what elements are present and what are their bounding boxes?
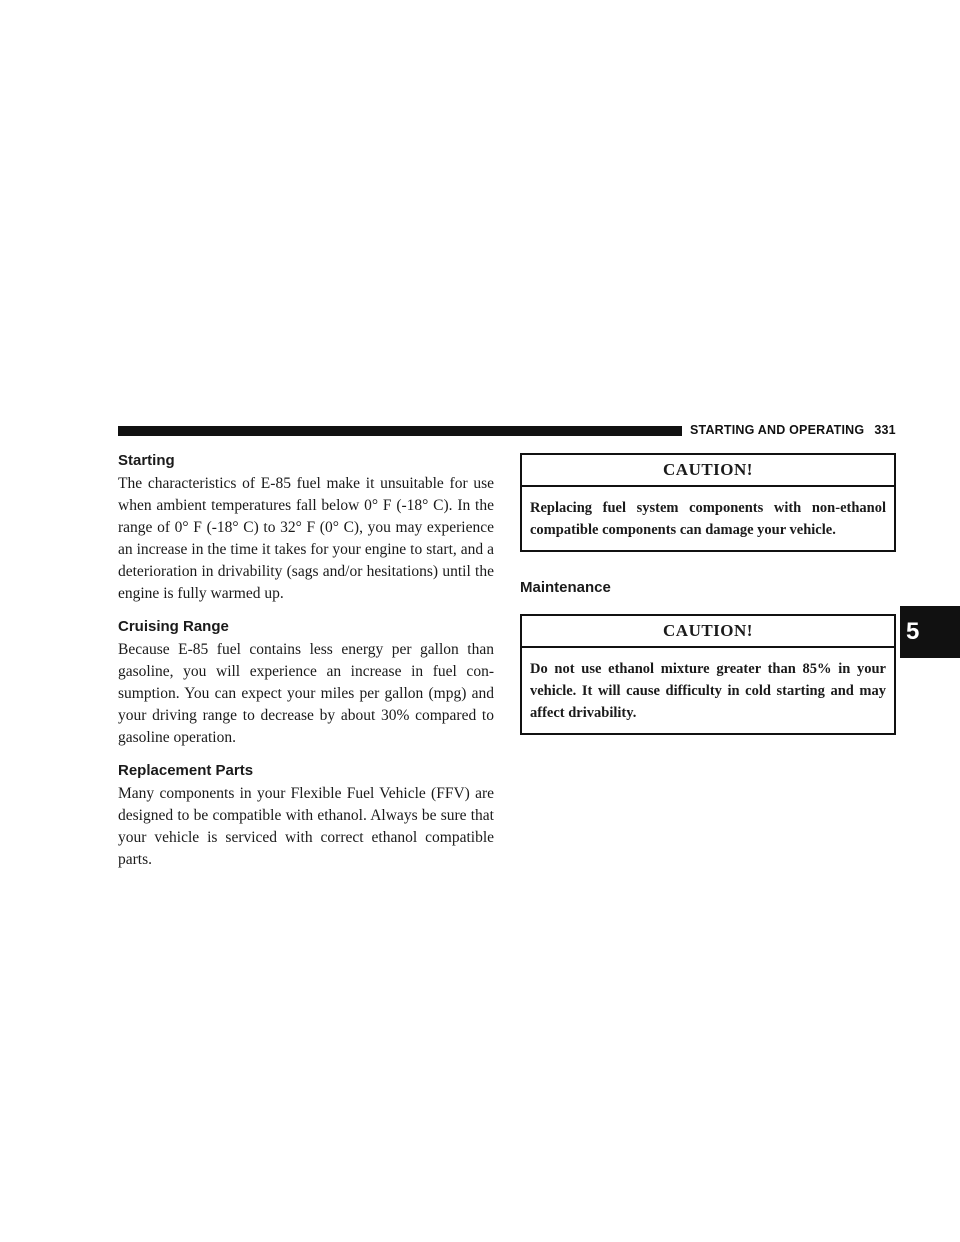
- right-column: [520, 453, 896, 735]
- page-number: 331: [874, 423, 896, 437]
- caution-body: Do not use ethanol mixture greater than 85% in your vehicle. It will cause difficulty in cold starting and may affect drivability.: [530, 661, 886, 721]
- section-heading: Cruising Range: [118, 618, 229, 635]
- chapter-tab: 5: [900, 606, 960, 658]
- section-starting: [118, 451, 494, 605]
- section-title: STARTING AND OPERATING: [690, 423, 865, 437]
- caution-body: Replacing fuel system components with non-ethanol compatible components can damage your vehicle.: [530, 500, 886, 538]
- left-column: [118, 451, 494, 883]
- caution-box-fuel-components: [520, 453, 896, 552]
- section-cruising-range: [118, 617, 494, 749]
- caution-title: CAUTION!: [522, 616, 894, 648]
- maintenance-heading: Maintenance: [520, 579, 611, 596]
- caution-title: CAUTION!: [522, 455, 894, 487]
- header-rule: [118, 426, 682, 436]
- section-body: The characteristics of E-85 fuel make it unsuitable for use when ambient temperatures fall below 0° F (-18° C). In the range of 0° F (-18° C) to 32° F (0° C), you may experience an increase in the time it takes for your engine to start, and a deterioration in drivability (sags and/or hesitations) until the engine is fully warmed up.: [118, 475, 494, 602]
- section-replacement-parts: [118, 761, 494, 871]
- caution-box-ethanol-mixture: [520, 614, 896, 735]
- section-body: Many components in your Flexible Fuel Vehicle (FFV) are designed to be compatible with ethanol. Always be sure that your vehicle is serviced with correct ethanol compatible parts.: [118, 785, 494, 868]
- running-header: [690, 423, 896, 437]
- section-heading: Replacement Parts: [118, 762, 254, 779]
- section-body: Because E-85 fuel contains less energy per gallon than gasoline, you will experience an increase in fuel consumption. You can expect your miles per gallon (mpg) and your driving range to decrease by about 30% compared to gasoline operation.: [118, 641, 494, 746]
- section-heading: Starting: [118, 452, 175, 469]
